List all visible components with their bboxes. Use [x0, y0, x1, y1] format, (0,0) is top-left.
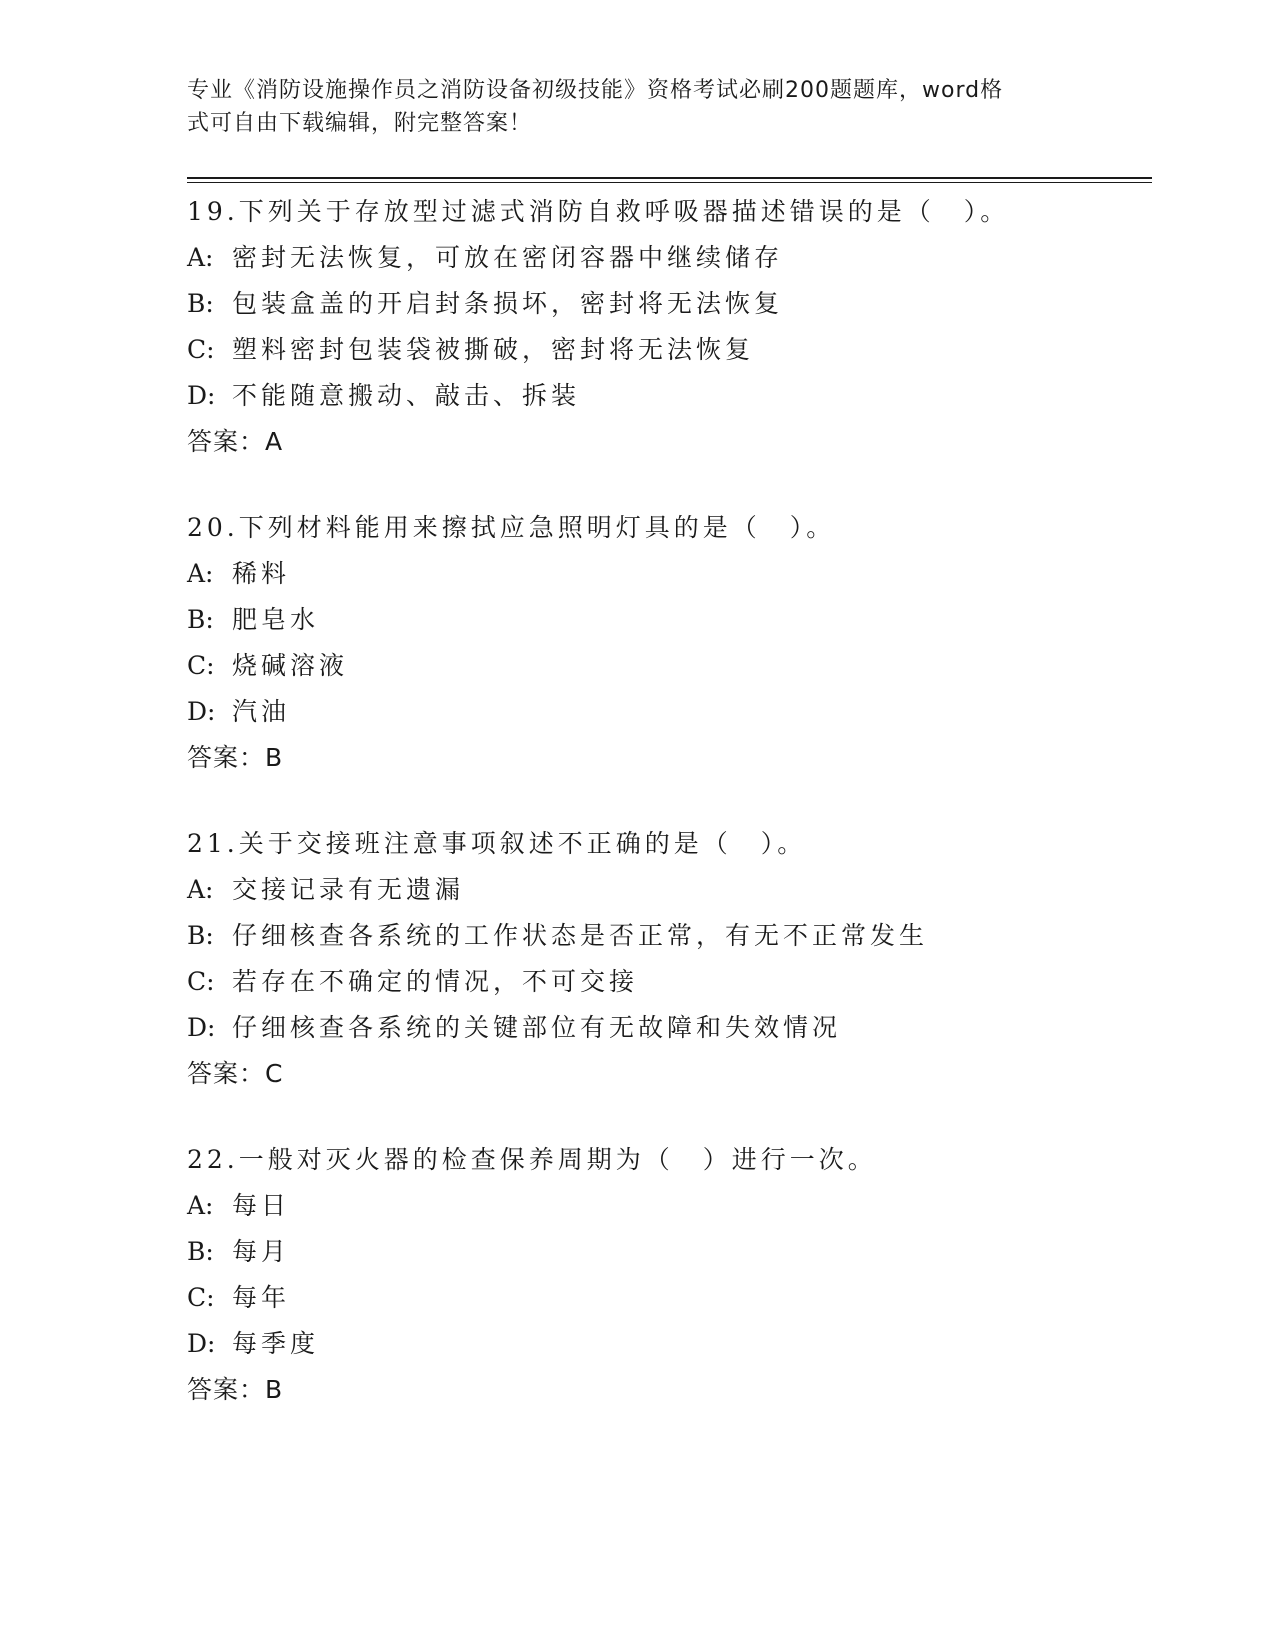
question-22 [187, 1137, 1152, 1413]
option-d [187, 689, 1152, 735]
option-text: 汽油 [232, 697, 291, 726]
option-text: 不能随意搬动、敲击、拆装 [232, 381, 581, 410]
option-letter: C: [187, 967, 215, 996]
option-d [187, 1005, 1152, 1051]
answer-line: 答案：C [187, 1059, 284, 1088]
question-list [187, 189, 1152, 1453]
option-text: 若存在不确定的情况，不可交接 [232, 967, 639, 996]
option-b [187, 281, 1152, 327]
option-text: 每日 [232, 1191, 291, 1220]
question-stem: 20.下列材料能用来擦拭应急照明灯具的是（ ）。 [187, 513, 836, 542]
header-divider-thin [187, 182, 1152, 183]
question-21 [187, 821, 1152, 1097]
option-b [187, 597, 1152, 643]
option-a [187, 551, 1152, 597]
option-letter: C: [187, 651, 215, 680]
option-text: 肥皂水 [232, 605, 320, 634]
option-b [187, 1229, 1152, 1275]
option-text: 每季度 [232, 1329, 320, 1358]
header-line-2: 式可自由下载编辑，附完整答案！ [187, 111, 533, 136]
option-a [187, 1183, 1152, 1229]
option-letter: A: [187, 559, 214, 588]
option-letter: D: [187, 697, 216, 726]
option-text: 交接记录有无遗漏 [232, 875, 465, 904]
option-text: 塑料密封包装袋被撕破，密封将无法恢复 [232, 335, 755, 364]
answer-line: 答案：A [187, 427, 284, 456]
option-text: 包装盒盖的开启封条损坏，密封将无法恢复 [232, 289, 784, 318]
option-letter: C: [187, 335, 215, 364]
option-letter: A: [187, 1191, 214, 1220]
answer-line: 答案：B [187, 743, 284, 772]
option-letter: A: [187, 875, 214, 904]
option-text: 稀料 [232, 559, 291, 588]
option-c [187, 643, 1152, 689]
option-letter: C: [187, 1283, 215, 1312]
option-a [187, 235, 1152, 281]
question-stem: 22.一般对灭火器的检查保养周期为（ ）进行一次。 [187, 1145, 877, 1174]
header-line-1: 专业《消防设施操作员之消防设备初级技能》资格考试必刷200题题库，word格 [187, 78, 1004, 103]
question-stem: 21.关于交接班注意事项叙述不正确的是（ ）。 [187, 829, 807, 858]
document-header [187, 74, 1087, 140]
option-letter: B: [187, 605, 214, 634]
option-b [187, 913, 1152, 959]
option-c [187, 1275, 1152, 1321]
option-text: 每月 [232, 1237, 291, 1266]
header-divider-thick [187, 177, 1152, 179]
question-19 [187, 189, 1152, 465]
option-letter: D: [187, 1013, 216, 1042]
option-c [187, 959, 1152, 1005]
option-a [187, 867, 1152, 913]
option-letter: B: [187, 1237, 214, 1266]
option-d [187, 373, 1152, 419]
option-letter: D: [187, 381, 216, 410]
option-letter: B: [187, 289, 214, 318]
option-text: 烧碱溶液 [232, 651, 349, 680]
option-text: 密封无法恢复，可放在密闭容器中继续储存 [232, 243, 784, 272]
option-c [187, 327, 1152, 373]
option-text: 仔细核查各系统的关键部位有无故障和失效情况 [232, 1013, 842, 1042]
option-text: 每年 [232, 1283, 291, 1312]
question-20 [187, 505, 1152, 781]
question-stem: 19.下列关于存放型过滤式消防自救呼吸器描述错误的是（ ）。 [187, 197, 1010, 226]
answer-line: 答案：B [187, 1375, 284, 1404]
option-letter: D: [187, 1329, 216, 1358]
option-letter: A: [187, 243, 214, 272]
option-letter: B: [187, 921, 214, 950]
option-d [187, 1321, 1152, 1367]
option-text: 仔细核查各系统的工作状态是否正常，有无不正常发生 [232, 921, 929, 950]
